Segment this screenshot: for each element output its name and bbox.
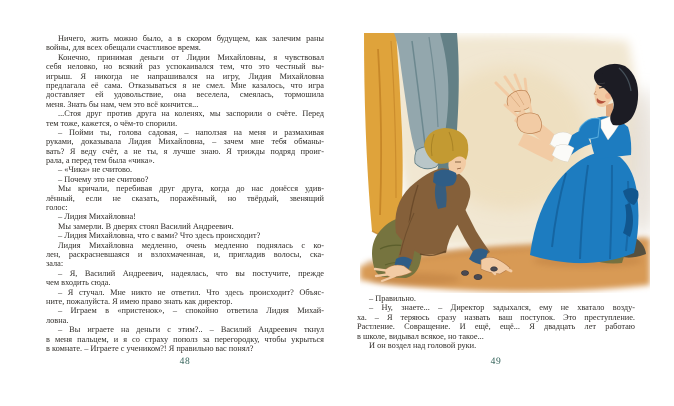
text-line: лен, раскрасневшаяся и взлохмаченная, и, пригладив волосы, ска- xyxy=(46,249,324,259)
text-line: в комнате. – Играете с учеником?! Я правильно вас понял? xyxy=(46,343,254,353)
right-page-text xyxy=(357,294,635,350)
text-line: – Вы играете на деньги с этим?.. – Василий Андреевич ткнул xyxy=(58,325,324,335)
left-page-text xyxy=(46,34,324,353)
text-line: – Я стучал. Мне никто не ответил. Что здесь происходит? Объяс- xyxy=(58,287,324,297)
text-line: зала: xyxy=(46,259,64,269)
text-line: рала, а перед тем была «чика». xyxy=(46,156,155,166)
boy-scarf xyxy=(433,170,457,187)
text-line: ...Стоя друг против друга на коленях, мы заспорили о счёте. Перед xyxy=(58,109,324,119)
text-line: себя неловко, но всякий раз успокаивался тем, что это честный вы- xyxy=(46,62,324,72)
text-line: – Я, Василий Андреевич, надеялась, что вы постучите, прежде xyxy=(58,268,324,278)
text-line: руками, доказывала Лидия Михайловна, – зачем мне тебя обманы- xyxy=(46,137,324,147)
page-number-right: 49 xyxy=(490,357,502,367)
text-line: Лидия Михайловна медленно, очень медленно поднялась с ко- xyxy=(58,240,324,250)
text-line: в меня пальцем, и я со страху пополз за перегородку, чтобы укрыться xyxy=(46,334,324,344)
text-line: меня. Знать бы нам, чем это всё кончится... xyxy=(46,99,199,109)
text-line: – Почему это не считово? xyxy=(58,174,149,184)
orange-coat xyxy=(364,33,403,236)
text-line: Ничего, жить можно было, а в скором будущем, как залечим раны xyxy=(58,34,324,43)
text-line: ловна. xyxy=(46,315,69,325)
text-line: доставляет ей удовольствие, она веселела, смеялась, тормошила xyxy=(46,90,324,100)
text-line: – Правильно. xyxy=(369,294,416,303)
text-line: – Пойми ты, голова садовая, – наползая на меня и размахивая xyxy=(58,127,324,137)
text-line: Растление. Совращение. И ещё, ещё... Я двадцать лет работаю xyxy=(357,322,635,332)
text-line: И он воздел над головой руки. xyxy=(369,340,477,350)
page-number-left: 48 xyxy=(179,357,191,367)
text-line: голос: xyxy=(46,203,68,213)
text-line: предлагала её сама. Отказываться я не смел. Мне казалось, что игра xyxy=(46,80,324,90)
text-line: вать? Я веду счёт, а не ты, я лучше знаю. Я трижды подряд проиг- xyxy=(46,146,324,156)
text-line: ха. – Я теряюсь сразу назвать ваш поступок. Это преступление. xyxy=(357,312,635,322)
text-line: – Ну, знаете... – Директор задыхался, ему не хватало возду- xyxy=(369,303,635,313)
text-line: чем входить сюда. xyxy=(46,278,111,288)
text-line: игрыш. Я никогда не напрашивался на игру, Лидия Михайловна xyxy=(46,71,324,81)
text-line: тем тоже, кажется, о чём-то спорили. xyxy=(46,118,178,128)
text-line: Конечно, принимая деньги от Лидии Михайловны, я чувствовал xyxy=(58,52,324,62)
text-line: лённый, если не сказать, поражённый, но твёрдый, звенящий xyxy=(46,193,324,203)
text-line: – «Чика» не считово. xyxy=(58,165,133,175)
text-line: войны, для всех обещали счастливое время. xyxy=(46,43,201,53)
text-line: – Играем в «пристенок», – спокойно ответила Лидия Михай- xyxy=(58,306,324,316)
text-line: ните, пожалуйста. Я имею право знать как директор. xyxy=(46,296,233,306)
text-line: в школе, видывал всякое, но такое... xyxy=(357,331,484,341)
text-line: Мы замерли. В дверях стоял Василий Андреевич. xyxy=(58,221,234,231)
text-line: – Лидия Михайловна! xyxy=(58,212,136,222)
text-line: – Лидия Михайловна, что с вами? Что здесь происходит? xyxy=(58,231,261,241)
text-line: Мы кричали, перебивая друг друга, когда до нас донёсся удив- xyxy=(58,184,324,194)
illustration xyxy=(360,33,650,293)
